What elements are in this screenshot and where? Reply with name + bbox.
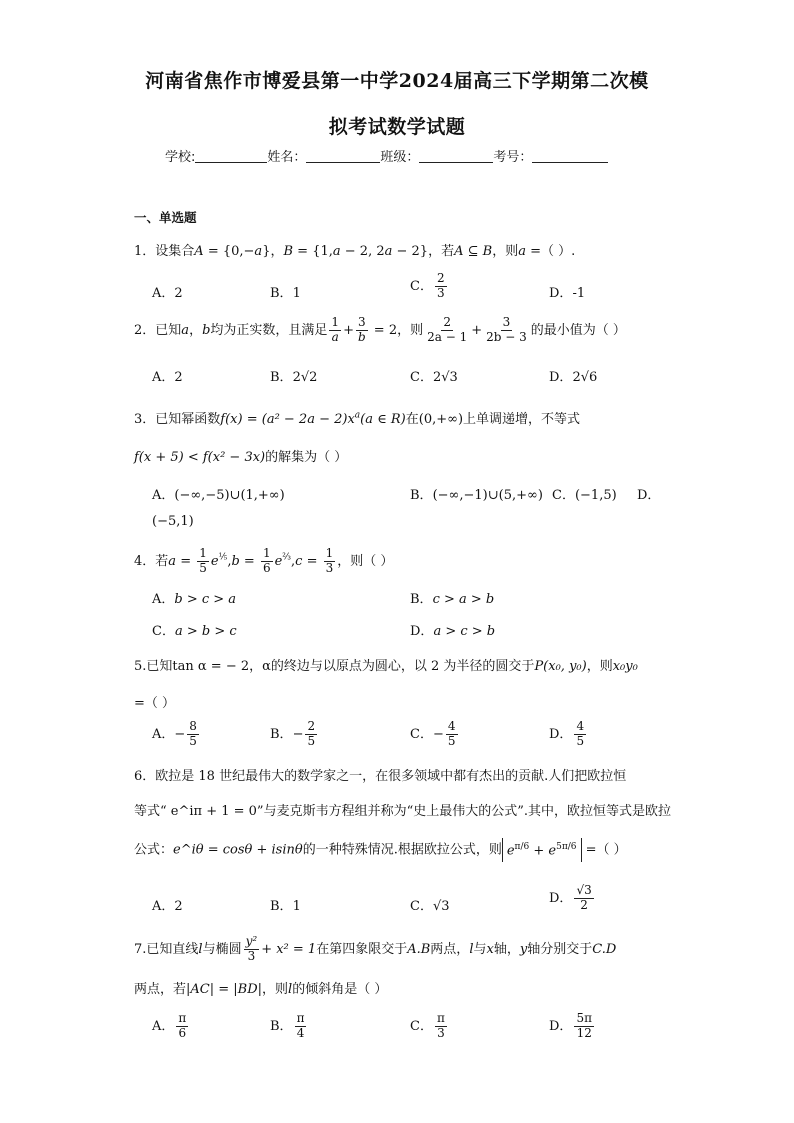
option-label: C．	[410, 899, 433, 914]
stem-text: ，则	[262, 982, 289, 997]
math-text: ，则	[492, 244, 519, 259]
stem-text: ，则	[586, 659, 613, 674]
denominator: 5	[199, 560, 207, 575]
class-blank	[419, 150, 493, 163]
option-text: a > b > c	[174, 624, 237, 639]
question-number: 6．	[134, 769, 156, 784]
denominator: 2a − 1	[427, 329, 468, 344]
stem-text: 均为正实数，且满足	[210, 322, 328, 338]
fraction	[324, 547, 336, 576]
math-exponent: π/6	[514, 842, 530, 852]
numerator: π	[296, 1011, 305, 1025]
option-label: A．	[152, 1018, 175, 1034]
stem-text: 公式：	[134, 842, 174, 858]
math-expression: P(x₀, y₀)	[534, 659, 587, 674]
option-label: B．	[410, 592, 433, 607]
math-text: = {0,−	[203, 244, 255, 259]
option-sign: −	[174, 726, 186, 742]
page-title-line2: 拟考试数学试题	[328, 116, 466, 138]
numerator: 2	[443, 315, 451, 329]
numerator: π	[178, 1011, 187, 1025]
option-label: B．	[270, 286, 293, 301]
option-label: B．	[270, 1018, 293, 1034]
option-label: D．	[637, 488, 661, 503]
name-blank	[306, 150, 380, 163]
option-label: C．	[410, 278, 433, 294]
q1-option-a[interactable]	[152, 282, 183, 301]
question-6-line3	[134, 838, 627, 862]
denominator: 5	[576, 733, 585, 748]
q7-option-a[interactable]	[152, 1012, 190, 1041]
stem-text: 轴，	[493, 941, 520, 957]
option-text: 1	[292, 286, 301, 301]
option-sign: −	[432, 726, 444, 742]
numerator: 2	[307, 719, 316, 733]
math-var: l	[469, 941, 474, 957]
math-var: A.B	[407, 941, 431, 957]
math-expression: f(x + 5) < f(x² − 3x)	[134, 450, 266, 465]
q1-option-d[interactable]	[549, 282, 585, 301]
math-text: − 2}，若	[392, 244, 455, 259]
option-label: D．	[549, 726, 573, 742]
stem-text: 的解集为（ ）	[265, 450, 348, 465]
option-text: 1	[292, 899, 301, 914]
math-var: a	[332, 244, 341, 259]
math-text: − 2, 2	[340, 244, 385, 259]
denominator: 5	[307, 733, 316, 748]
stem-text: 在第四象限交于	[316, 941, 408, 957]
denominator: 3	[325, 560, 334, 575]
math-expression: x₀y₀	[612, 659, 638, 674]
denominator: 4	[296, 1025, 305, 1040]
fraction	[484, 316, 529, 345]
stem-text: 的最小值为（ ）	[530, 322, 626, 338]
fraction	[295, 1012, 307, 1041]
stem-text: 已知直线	[146, 941, 199, 957]
stem-text: 两点，	[430, 941, 470, 957]
option-label: A．	[152, 726, 175, 742]
question-5-stem-line1	[134, 655, 638, 674]
denominator: 6	[262, 560, 271, 575]
q5-option-c[interactable]	[410, 720, 460, 749]
option-text: (−∞,−5)∪(1,+∞)	[174, 488, 285, 503]
numerator: y²	[245, 934, 258, 948]
numerator: 1	[331, 315, 340, 329]
fraction	[574, 884, 593, 913]
q2-option-b[interactable]	[270, 366, 317, 385]
math-var-a: a	[181, 322, 190, 338]
option-text: a > c > b	[433, 624, 496, 639]
stem-text: 轴分别交于	[527, 941, 593, 957]
fraction	[356, 316, 368, 345]
stem-text: 两点，若	[134, 982, 187, 997]
option-label: B．	[270, 726, 293, 742]
numerator: √3	[576, 883, 592, 897]
math-var: l	[288, 982, 293, 997]
math-var: A	[454, 244, 464, 259]
stem-text: 在	[405, 412, 419, 427]
option-text: 2	[174, 370, 183, 385]
math-text: = {1,	[293, 244, 333, 259]
numerator: 1	[262, 546, 271, 560]
math-var-c: c	[295, 553, 303, 569]
stem-text: ，	[189, 322, 203, 338]
question-3-stem-line1	[134, 408, 580, 427]
section-heading: 一、单选题	[134, 210, 197, 225]
option-text: 2	[174, 899, 183, 914]
option-text: b > c > a	[174, 592, 237, 607]
question-4-stem: 4．若a = $\frac{1}{5}$ $e^{\frac{1}{5}},b$ = $\frac{1}{6}$ $e^{\frac{2}{3}},c$ = $\frac{1}{3}$ ，则（ ）	[134, 546, 394, 575]
option-label: C．	[410, 726, 433, 742]
option-label: A．	[152, 286, 175, 301]
math-expression: f(x) = (a² − 2a − 2)x	[220, 412, 355, 427]
option-text: 2√3	[432, 370, 458, 385]
option-sign: −	[292, 726, 304, 742]
math-var-b: b	[202, 322, 211, 338]
numerator: 8	[189, 719, 197, 733]
stem-text: 上单调递增，不等式	[463, 412, 581, 427]
stem-text: 的倾斜角是（ ）	[292, 982, 388, 997]
q4-option-c[interactable]	[152, 620, 237, 639]
numerator: 3	[357, 315, 366, 329]
numerator: 5π	[576, 1011, 592, 1025]
school-blank	[195, 150, 267, 163]
question-7-line1	[134, 935, 616, 964]
denominator: a	[331, 329, 339, 344]
stem-text: = 2，则	[369, 322, 424, 338]
question-number: 1．	[134, 244, 156, 259]
class-label: 班级：	[380, 150, 420, 165]
page-title-line1: 河南省焦作市博爱县第一中学2024届高三下学期第二次模	[145, 70, 649, 92]
stem-text: 与	[473, 941, 487, 957]
numerator: 4	[447, 719, 456, 733]
q3-option-d-label[interactable]	[637, 484, 660, 503]
denominator: 2	[580, 897, 588, 912]
math-text: ⊆	[463, 244, 483, 259]
math-text: }，	[262, 244, 284, 259]
name-label: 姓名：	[267, 150, 307, 165]
q4-option-b[interactable]	[410, 588, 494, 607]
denominator: 3	[437, 1025, 445, 1040]
denominator: 12	[576, 1025, 592, 1040]
math-e: e	[274, 553, 283, 569]
option-label: D．	[549, 890, 573, 906]
math-var: B	[482, 244, 493, 259]
q4-option-d[interactable]	[410, 620, 495, 639]
question-number: 4．	[134, 553, 156, 569]
q6-option-c[interactable]	[410, 895, 450, 914]
q7-option-b[interactable]	[270, 1012, 308, 1041]
fraction	[176, 1012, 188, 1041]
fraction	[574, 1012, 594, 1041]
fraction	[446, 720, 458, 749]
option-text: 2	[174, 286, 183, 301]
q6-option-a[interactable]	[152, 895, 183, 914]
option-text: (−5,1)	[152, 514, 194, 529]
q5-option-a[interactable]	[152, 720, 201, 749]
math-text: =（ ）.	[525, 244, 576, 259]
stem-text: 设集合	[155, 244, 195, 259]
question-2-stem: 2．已知a，b均为正实数，且满足 $\frac{1}{a}$ + $\frac{3}{b}$ = 2，则 $\frac{2}{2a - 1}$ + $\frac{3}{2b - 3}$ 的最小值为（ ）	[134, 315, 626, 344]
stem-text: 已知幂函数	[155, 412, 221, 427]
stem-text: 已知tan α = − 2，α的终边与以原点为圆心，以 2 为半径的圆交于	[146, 659, 535, 674]
math-expression: (a ∈ R)	[360, 412, 406, 427]
denominator: 3	[247, 948, 256, 963]
abs-expression: $e^{\pi/6} + e^{5\pi/6}$	[502, 838, 582, 862]
numerator: 1	[199, 546, 207, 560]
q2-option-c[interactable]	[410, 366, 458, 385]
option-label: D．	[549, 1018, 573, 1034]
denominator: 3	[436, 285, 445, 300]
math-var: a	[384, 244, 393, 259]
fraction	[435, 272, 447, 301]
math-expression: |AC| = |BD|	[186, 982, 263, 997]
question-3-stem-line2	[134, 446, 347, 465]
option-text: (−1,5)	[574, 488, 617, 503]
math-expression: e^iθ = cosθ + isinθ	[173, 842, 303, 858]
q6-option-d[interactable]	[549, 884, 596, 913]
q7-option-d[interactable]	[549, 1012, 596, 1041]
stem-text: 的一种特殊情况.根据欧拉公式，则	[302, 842, 502, 858]
math-exponent: 5π/6	[556, 842, 577, 852]
denominator: 5	[189, 733, 197, 748]
option-label: B．	[410, 488, 433, 503]
denominator: 6	[178, 1025, 187, 1040]
option-label: D．	[549, 286, 573, 301]
q2-option-a[interactable]	[152, 366, 183, 385]
question-7-line2	[134, 978, 387, 997]
question-number: 5.	[134, 659, 147, 674]
stem-text: ，则（ ）	[337, 553, 394, 569]
q7-option-c[interactable]	[410, 1012, 449, 1041]
q3-option-b[interactable]	[410, 484, 543, 503]
math-expression: + x² = 1	[261, 941, 317, 957]
math-var: x	[486, 941, 494, 957]
stem-text: 欧拉是 18 世纪最伟大的数学家之一，在很多领域中都有杰出的贡献.人们把欧拉恒	[155, 769, 627, 784]
math-var-a: a	[168, 553, 177, 569]
question-number: 2．	[134, 322, 156, 338]
option-label: A．	[152, 370, 175, 385]
stem-text: 若	[155, 553, 169, 569]
math-var-b: b	[231, 553, 240, 569]
math-exponent: ⅔	[282, 552, 292, 563]
option-text: -1	[572, 286, 586, 301]
math-var: l	[198, 941, 203, 957]
fraction	[435, 1012, 447, 1041]
numerator: 2	[436, 271, 445, 285]
option-text: c > a > b	[432, 592, 495, 607]
fraction	[574, 720, 586, 749]
fraction	[197, 547, 209, 576]
numerator: 4	[576, 719, 585, 733]
option-label: A．	[152, 899, 175, 914]
q5-option-d[interactable]	[549, 720, 588, 749]
question-number: 3．	[134, 412, 156, 427]
denominator: b	[357, 329, 366, 344]
fraction	[244, 935, 260, 964]
stem-text: 已知	[155, 322, 182, 338]
q5-option-b[interactable]	[270, 720, 319, 749]
option-label: C．	[410, 370, 433, 385]
school-label: 学校:	[165, 150, 196, 165]
fraction	[425, 316, 469, 345]
math-var: a	[254, 244, 263, 259]
stem-text: =（ ）	[581, 842, 627, 858]
option-label: A．	[152, 592, 175, 607]
option-label: B．	[270, 899, 293, 914]
option-label: A．	[152, 488, 175, 503]
denominator: 5	[447, 733, 456, 748]
q3-option-c[interactable]	[552, 484, 617, 503]
number-label: 考号：	[493, 150, 533, 165]
option-label: C．	[552, 488, 575, 503]
option-label: D．	[549, 370, 573, 385]
student-info-line	[165, 146, 608, 165]
q2-option-d[interactable]	[549, 366, 597, 385]
q6-option-b[interactable]	[270, 895, 301, 914]
fraction	[187, 720, 199, 749]
q1-option-c[interactable]	[410, 272, 449, 301]
denominator: 2b − 3	[486, 329, 527, 344]
math-var: y	[519, 941, 528, 957]
question-1-stem	[134, 240, 575, 259]
option-text: 2√2	[292, 370, 318, 385]
q3-option-a[interactable]	[152, 484, 285, 503]
math-interval: (0,+∞)	[418, 412, 464, 427]
fraction	[305, 720, 317, 749]
question-6-line2: 等式“ e^iπ + 1 = 0”与麦克斯韦方程组并称为“史上最伟大的公式”.其中，欧拉恒等式是欧拉	[134, 804, 671, 819]
option-label: B．	[270, 370, 293, 385]
fraction	[261, 547, 273, 576]
numerator: 3	[502, 315, 511, 329]
math-exponent: ⅕	[218, 552, 228, 563]
option-text: √3	[432, 899, 450, 914]
option-text: (−∞,−1)∪(5,+∞)	[432, 488, 543, 503]
numerator: 1	[325, 546, 334, 560]
math-e: e	[210, 553, 219, 569]
option-label: D．	[410, 624, 434, 639]
question-number: 7.	[134, 941, 147, 957]
option-label: C．	[152, 624, 175, 639]
option-text: 2√6	[572, 370, 598, 385]
q1-option-b[interactable]	[270, 282, 301, 301]
stem-text: 与椭圆	[202, 941, 242, 957]
math-var: A	[194, 244, 204, 259]
math-var: a	[518, 244, 526, 259]
math-e: e	[548, 843, 557, 859]
q4-option-a[interactable]	[152, 588, 236, 607]
math-var: C.D	[592, 941, 617, 957]
math-exponent: a	[354, 410, 361, 421]
fraction	[329, 316, 341, 345]
q3-option-d-text[interactable]	[152, 514, 194, 529]
math-var: B	[283, 244, 294, 259]
math-e: e	[506, 843, 515, 859]
question-5-stem-line2: =（ ）	[134, 696, 176, 711]
numerator: π	[436, 1011, 445, 1025]
number-blank	[532, 150, 608, 163]
option-label: C．	[410, 1018, 433, 1034]
question-6-line1	[134, 765, 626, 784]
